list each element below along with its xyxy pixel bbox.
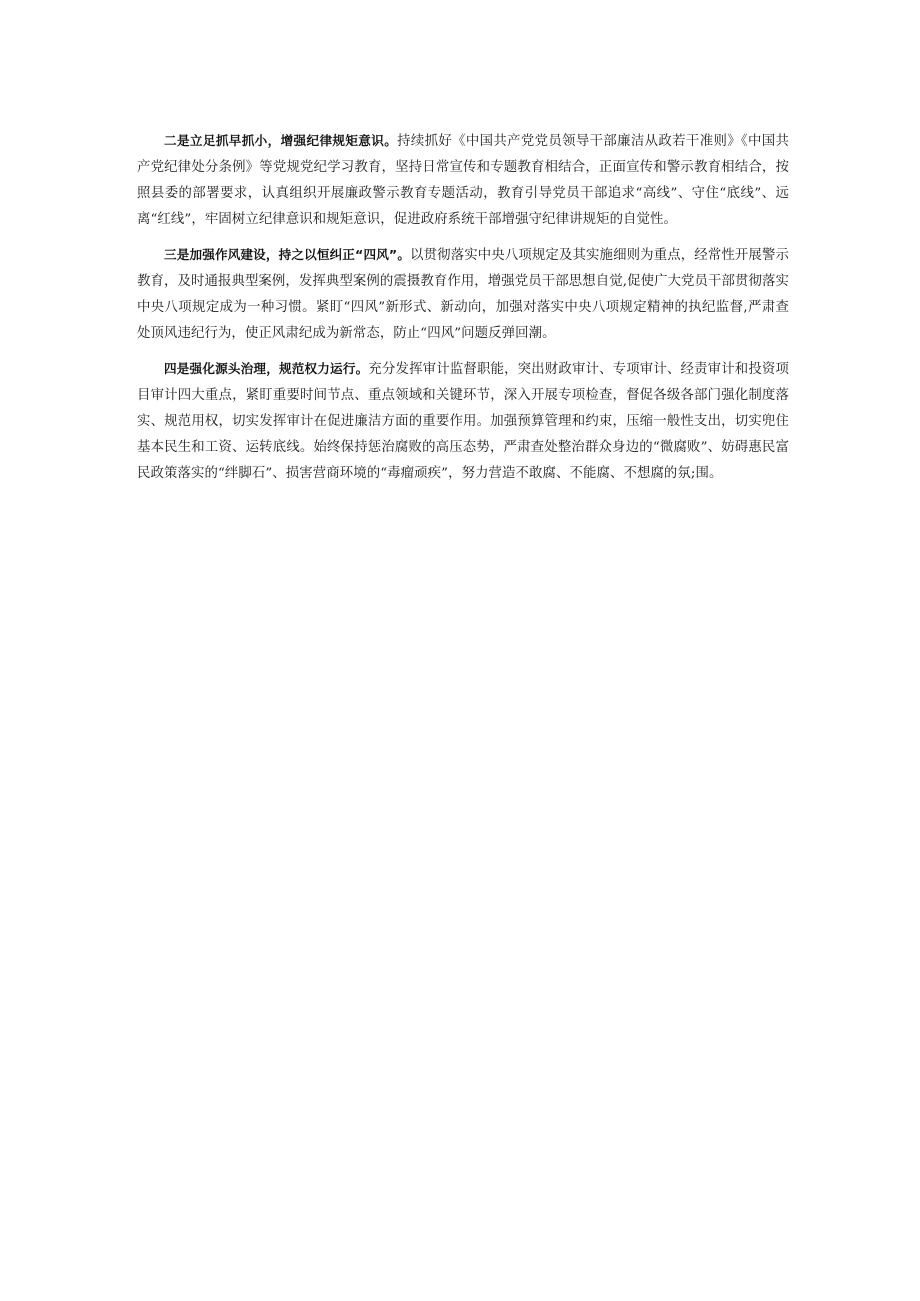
- paragraph-discipline: [137, 128, 789, 233]
- paragraph-body: 持续抓好《中国共产党党员领导干部廉洁从政若干准则》《中国共产党纪律处分条例》等党规党纪学习教育，坚持日常宣传和专题教育相结合，正面宣传和警示教育相结合，按照县委的部署要求，认真组织开展廉政警示教育专题活动，教育引导党员干部追求“高线”、守住“底线”、远离“红线”，牢固树立纪律意识和规矩意识，促进政府系统干部增强守纪律讲规矩的自觉性。: [137, 134, 789, 227]
- paragraph-body: 以贯彻落实中央八项规定及其实施细则为重点，经常性开展警示教育，及时通报典型案例，发挥典型案例的震摄教育作用，增强党员干部思想自觉,促使广大党员干部贯彻落实中央八项规定成为一种习惯。紧盯“四风”新形式、新动向，加强对落实中央八项规定精神的执纪监督,严肃查处顶风违纪行为，使正风肃纪成为新常态，防止“四风”问题反弹回潮。: [137, 248, 789, 341]
- document-page: [137, 128, 789, 496]
- paragraph-heading: 四是强化源头治理，规范权力运行。: [164, 361, 369, 376]
- paragraph-heading: 二是立足抓早抓小，增强纪律规矩意识。: [164, 133, 398, 148]
- paragraph-source-governance: [137, 356, 789, 487]
- paragraph-work-style: [137, 242, 789, 347]
- paragraph-heading: 三是加强作风建设，持之以恒纠正“四风”。: [164, 247, 411, 262]
- paragraph-body: 充分发挥审计监督职能，突出财政审计、专项审计、经责审计和投资项目审计四大重点，紧盯重要时间节点、重点领域和关键环节，深入开展专项检查，督促各级各部门强化制度落实、规范用权，切实发挥审计在促进廉洁方面的重要作用。加强预算管理和约束，压缩一般性支出，切实兜住基本民生和工资、运转底线。始终保持惩治腐败的高压态势，严肃查处整治群众身边的“微腐败”、妨碍惠民富民政策落实的“绊脚石”、损害营商环境的“毒瘤顽疾”，努力营造不敢腐、不能腐、不想腐的氛;围。: [137, 362, 789, 481]
